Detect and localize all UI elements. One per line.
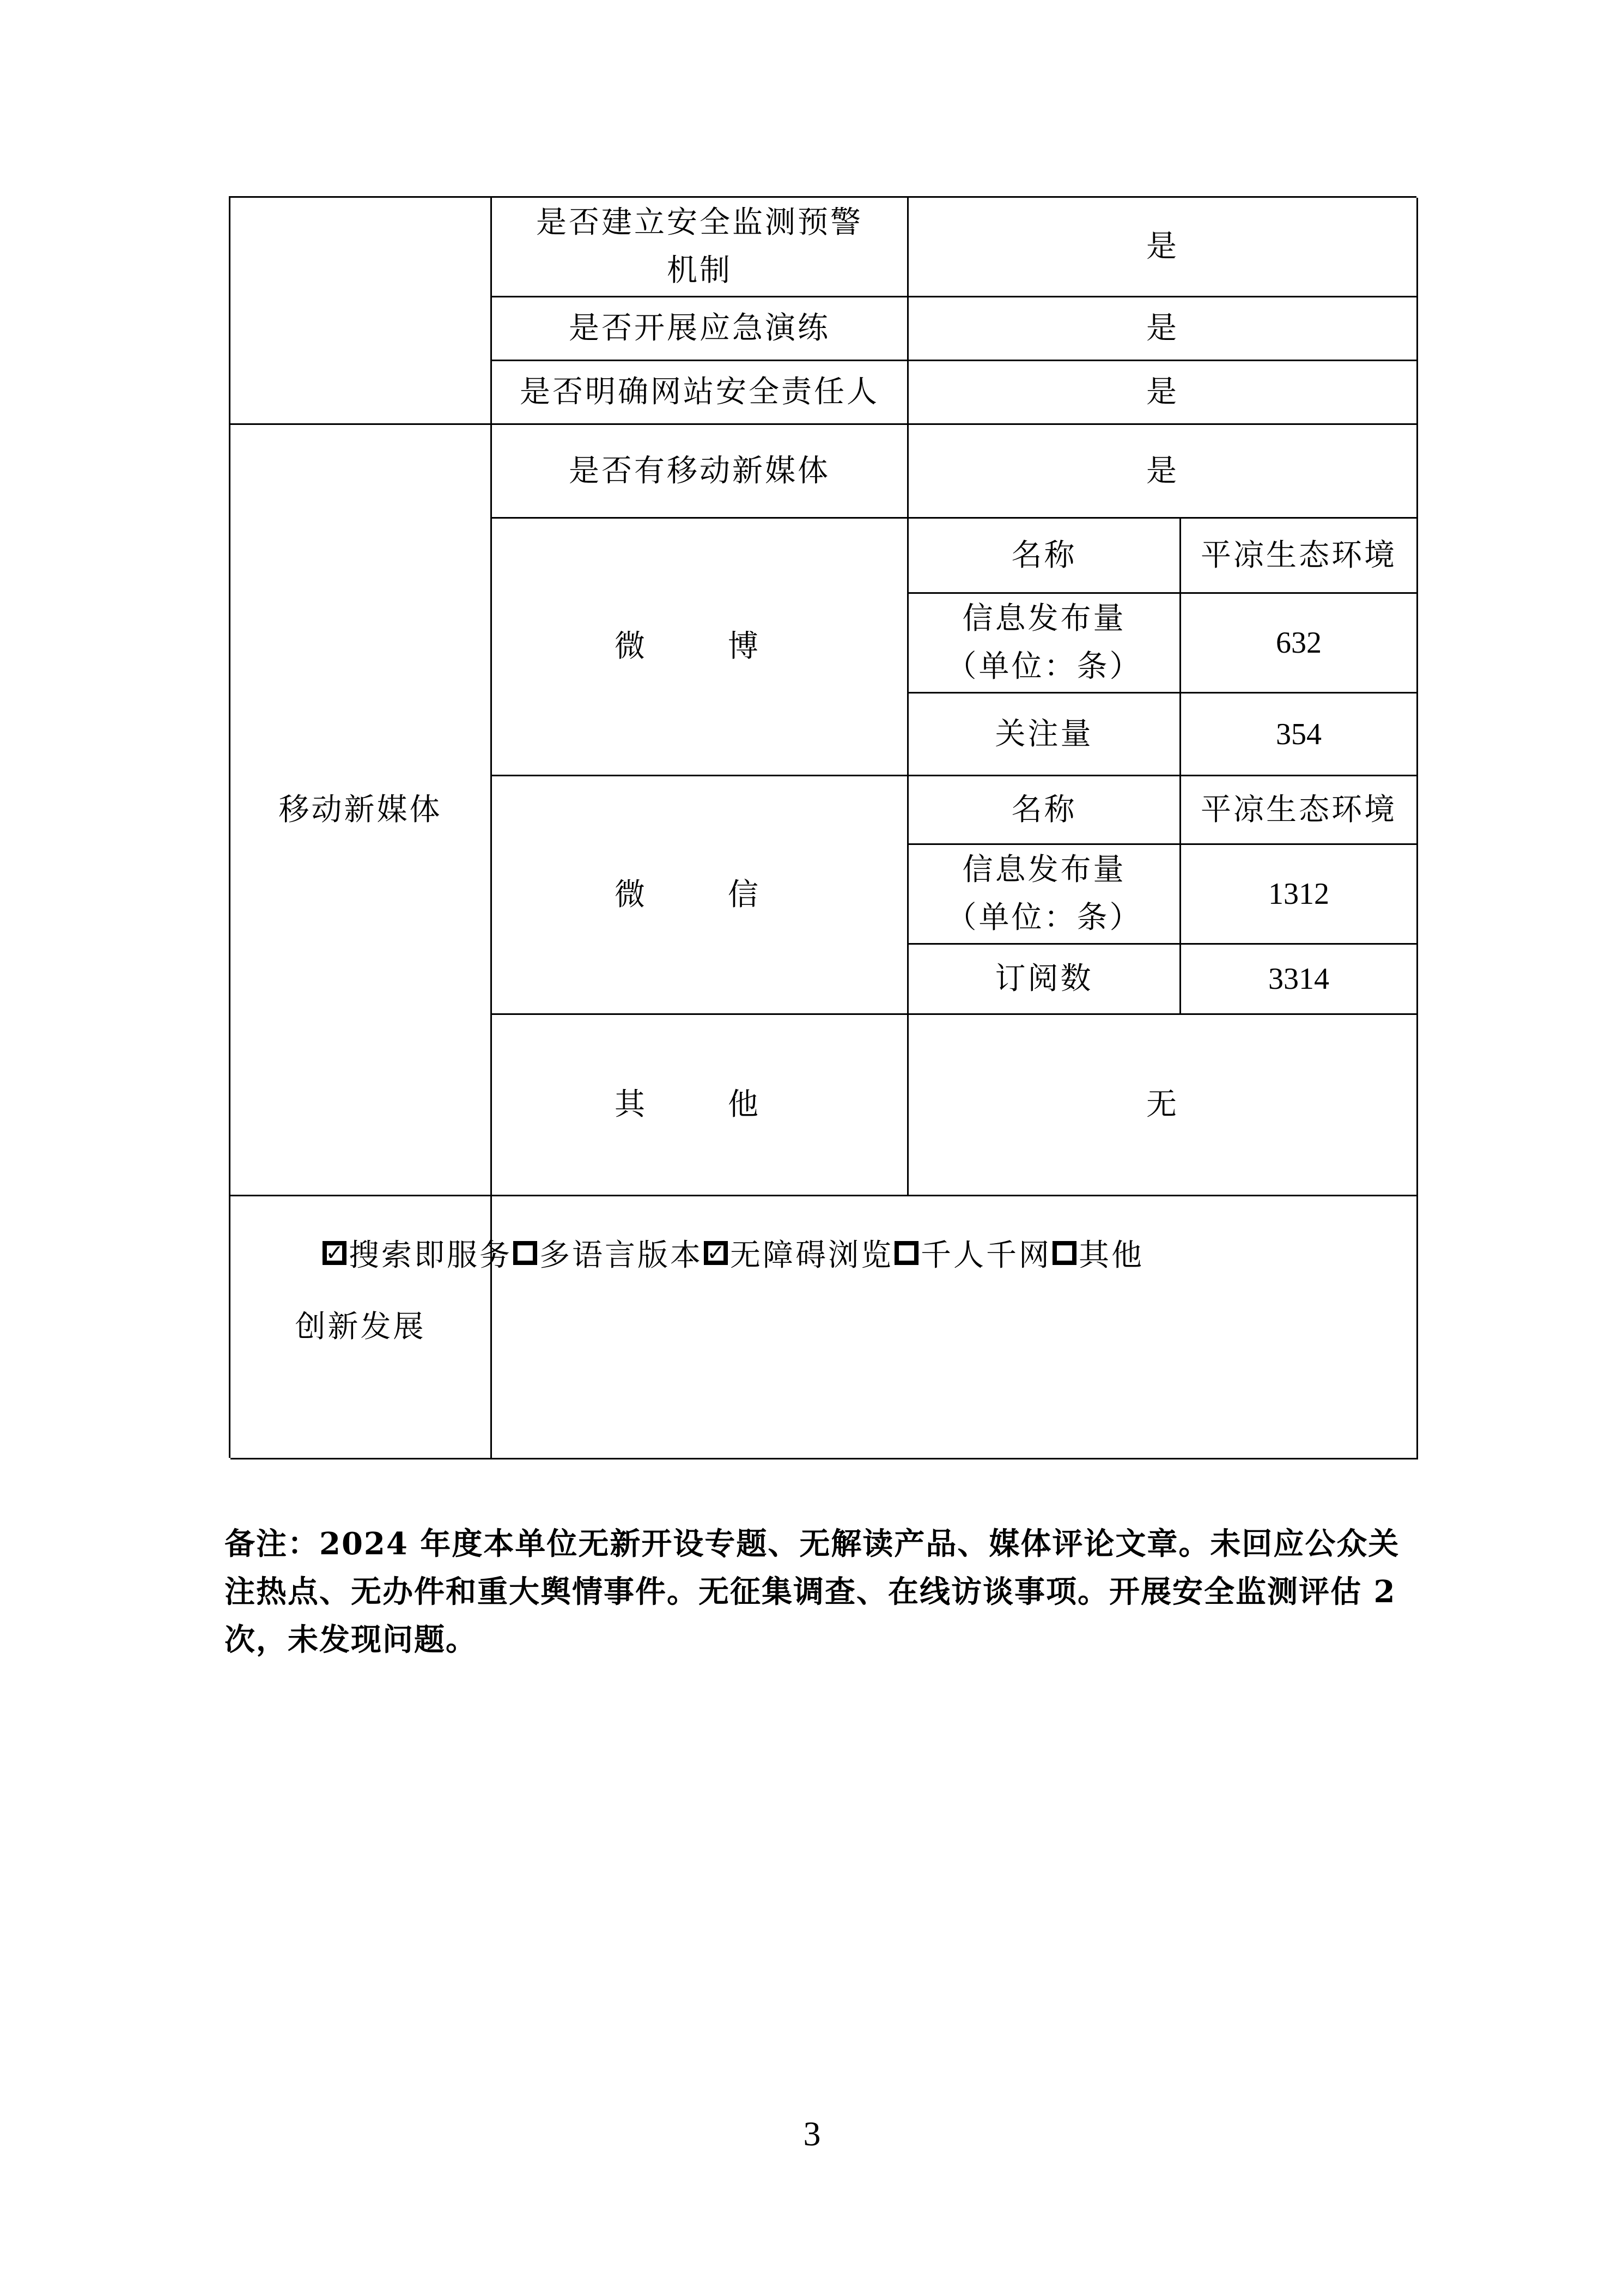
wechat-publish-label (909, 845, 1181, 945)
wechat-publish-value: 1312 (1181, 845, 1418, 945)
wechat-publish-label-line1: 信息发布量 (962, 852, 1126, 887)
innovation-section-label: 创新发展 (230, 1196, 492, 1459)
weibo-name-label: 名称 (909, 519, 1181, 594)
drill-value: 是 (909, 297, 1418, 361)
checkbox-multilingual[interactable] (513, 1241, 537, 1265)
mobile-section-label: 移动新媒体 (230, 425, 492, 1196)
security-section-cell (230, 198, 492, 425)
weibo-publish-label (909, 594, 1181, 694)
checkbox-accessibility[interactable]: ✓ (704, 1241, 728, 1265)
responsible-value: 是 (909, 361, 1418, 425)
weibo-publish-label-line1: 信息发布量 (962, 601, 1126, 636)
has-mobile-label: 是否有移动新媒体 (492, 425, 909, 519)
option-other: 其他 (1079, 1238, 1144, 1273)
other-value: 无 (909, 1015, 1418, 1196)
wechat-name-label: 名称 (909, 776, 1181, 845)
weibo-publish-label-line2: （单位：条） (946, 649, 1142, 684)
checkbox-personalized[interactable] (895, 1241, 919, 1265)
other-label: 其 他 (492, 1015, 909, 1196)
wechat-subscribe-value: 3314 (1181, 945, 1418, 1015)
monitoring-value: 是 (909, 198, 1418, 297)
monitoring-label-line1: 是否建立安全监测预警 (536, 205, 863, 240)
option-personalized: 千人千网 (921, 1238, 1051, 1273)
weibo-label: 微 博 (492, 519, 909, 776)
checkbox-search-service[interactable]: ✓ (323, 1241, 346, 1265)
wechat-label: 微 信 (492, 776, 909, 1015)
has-mobile-value: 是 (909, 425, 1418, 519)
weibo-name-value: 平凉生态环境 (1181, 519, 1418, 594)
monitoring-label (492, 198, 909, 297)
checkbox-other[interactable] (1053, 1241, 1076, 1265)
option-accessibility: 无障碍浏览 (730, 1238, 893, 1273)
weibo-follow-value: 354 (1181, 694, 1418, 776)
page-number: 3 (803, 2114, 821, 2153)
drill-label: 是否开展应急演练 (492, 297, 909, 361)
wechat-publish-label-line2: （单位：条） (946, 900, 1142, 935)
innovation-options (321, 1231, 1144, 1275)
option-multilingual: 多语言版本 (539, 1238, 703, 1273)
weibo-follow-label: 关注量 (909, 694, 1181, 776)
wechat-name-value: 平凉生态环境 (1181, 776, 1418, 845)
remarks-note: 备注：2024 年度本单位无新开设专题、无解读产品、媒体评论文章。未回应公众关注热点、无办件和重大舆情事件。无征集调查、在线访谈事项。开展安全监测评估 2 次，未发现问题。 (224, 1526, 1400, 1658)
option-search-service: 搜索即服务 (349, 1238, 512, 1273)
wechat-subscribe-label: 订阅数 (909, 945, 1181, 1015)
monitoring-label-line2: 机制 (667, 253, 732, 288)
weibo-publish-value: 632 (1181, 594, 1418, 694)
responsible-label: 是否明确网站安全责任人 (492, 361, 909, 425)
